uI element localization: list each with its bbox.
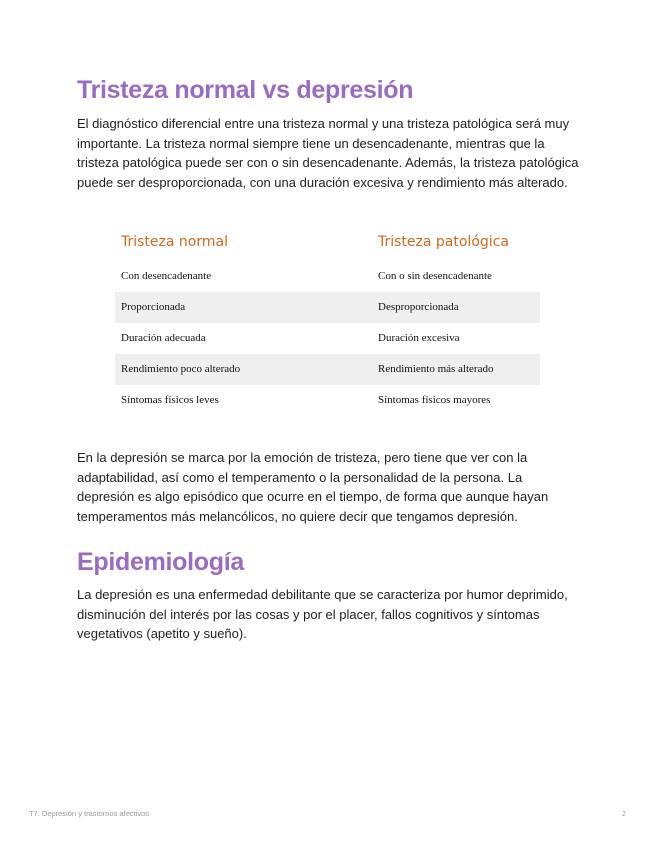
comparison-table — [115, 228, 540, 416]
table-row — [115, 385, 540, 416]
section-title-epidemiologia: Epidemiología — [77, 548, 244, 576]
cell-pathological: Duración excesiva — [378, 332, 460, 344]
comparison-header-row — [115, 228, 540, 261]
footer-doc-title: T7. Depresión y trastornos afectivos — [29, 809, 150, 818]
table-row — [115, 261, 540, 292]
footer-page-number: 2 — [621, 809, 626, 818]
cell-normal: Con desencadenante — [121, 270, 212, 282]
cell-pathological: Síntomas físicos mayores — [378, 394, 491, 406]
cell-normal: Duración adecuada — [121, 332, 206, 344]
section-title-tristeza: Tristeza normal vs depresión — [77, 76, 414, 104]
cell-pathological: Desproporcionada — [378, 301, 459, 313]
depression-paragraph: En la depresión se marca por la emoción de tristeza, pero tiene que ver con la adaptabilidad, así como el temperamento o la personalidad de la persona. La depresión es algo episódico que ocurre en el tiempo, de forma que aunque hayan temperamentos más melancólicos, no quiere decir que tengamos depresión. — [77, 450, 549, 524]
header-tristeza-normal: Tristeza normal — [121, 234, 228, 250]
cell-pathological: Con o sin desencadenante — [378, 270, 492, 282]
header-tristeza-patologica: Tristeza patológica — [378, 234, 509, 250]
cell-normal: Rendimiento poco alterado — [121, 363, 241, 375]
table-row — [115, 292, 540, 323]
intro-paragraph: El diagnóstico diferencial entre una tristeza normal y una tristeza patológica será muy importante. La tristeza normal siempre tiene un desencadenante, mientras que la tristeza patológica puede ser con o sin desencadenante. Además, la tristeza patológica puede ser desproporcionada, con una duración excesiva y rendimiento más alterado. — [77, 116, 579, 190]
cell-normal: Síntomas físicos leves — [121, 394, 219, 406]
table-row — [115, 354, 540, 385]
cell-pathological: Rendimiento más alterado — [378, 363, 494, 375]
epidemiology-paragraph: La depresión es una enfermedad debilitante que se caracteriza por humor deprimido, disminución del interés por las cosas y por el placer, fallos cognitivos y síntomas vegetativos (apetito y sueño). — [77, 587, 568, 641]
cell-normal: Proporcionada — [121, 301, 186, 313]
table-row — [115, 323, 540, 354]
